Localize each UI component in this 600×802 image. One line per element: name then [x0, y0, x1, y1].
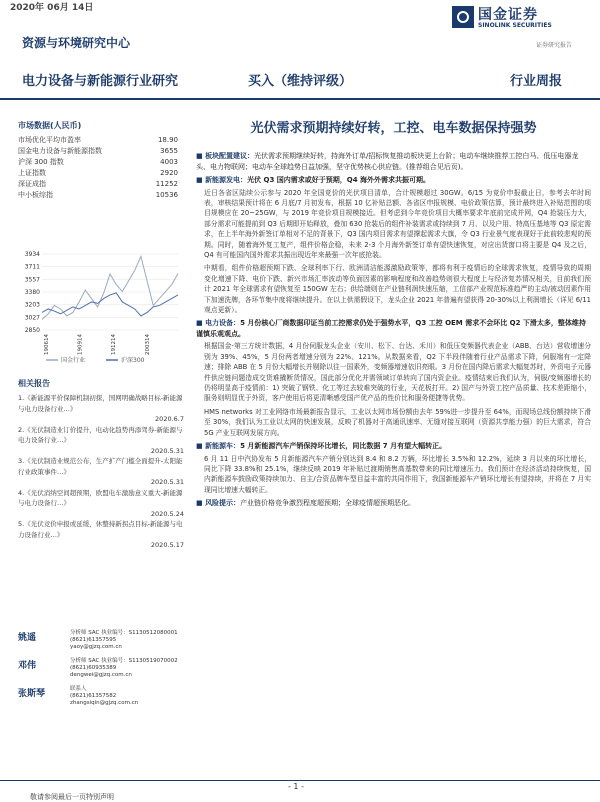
- market-row: [18, 168, 178, 179]
- y-tick-label: 3711: [24, 263, 40, 271]
- section-summary: 5 月份核心厂商数据印证当前工控需求仍处于强势水平，Q3 工控 OEM 需求不会环比 Q2 下滑太多，整体维持谨慎乐观观点。: [196, 319, 586, 338]
- analyst-contact-line: (8621)61357595: [70, 637, 117, 643]
- market-label: 市场优化平均市盈率: [18, 136, 81, 144]
- legend-label: 国金行业: [61, 357, 86, 364]
- section-lead: 电力设备：: [205, 319, 241, 328]
- related-report-date: 2020.5.24: [150, 509, 184, 518]
- related-report-date: 2020.5.31: [150, 446, 184, 455]
- analyst-contact-line: dengwei@gjzq.com.cn: [70, 672, 132, 678]
- section-heading: [196, 498, 591, 509]
- page-number: - 1 -: [288, 782, 304, 791]
- bullet-icon: ■: [196, 176, 206, 184]
- market-data: [18, 120, 178, 201]
- related-report-item[interactable]: [18, 488, 184, 520]
- x-tick-label: 190614: [44, 334, 50, 355]
- section-summary: 光伏 Q3 国内需求或好于预期，Q4 海外外需求共振可期。: [247, 176, 431, 184]
- analyst-name: 姚遥: [18, 633, 37, 643]
- analyst-contact: [70, 630, 178, 651]
- y-tick-label: 3557: [24, 276, 40, 284]
- footer-divider: [0, 780, 600, 781]
- related-report-item[interactable]: [18, 393, 184, 425]
- market-row: [18, 157, 178, 168]
- market-row: [18, 146, 178, 157]
- related-report-date: 2020.5.17: [150, 541, 184, 549]
- y-tick-label: 3027: [24, 314, 40, 322]
- logo-en: SINOLINK SECURITIES: [478, 22, 552, 29]
- market-value: 11252: [155, 180, 178, 188]
- analyst-contact: [70, 686, 138, 707]
- bullet-icon: ■: [196, 319, 206, 328]
- y-tick-label: 2850: [24, 327, 40, 334]
- logo-cn: 国金证券: [478, 7, 538, 23]
- series-line-0: [42, 256, 178, 319]
- market-value: 3655: [160, 147, 178, 155]
- section-lead: 新能源车：: [205, 442, 241, 451]
- industry-title: 电力设备与新能源行业研究: [22, 74, 179, 89]
- logo-tag: 证券研究报告: [536, 42, 573, 49]
- market-label: 深证成指: [18, 180, 46, 188]
- main-body: [196, 148, 591, 509]
- section-lead: 风险提示：: [205, 499, 241, 508]
- section-summary: 光伏需求预期继续好转，持海外订单/招标恢复推动板块更上台阶；电动车继续推荐工控白马、低压电器龙头、电力物联网；电动车全球趋势日益加强，坚守优势核心供应链。(推荐组合见后页)。: [196, 152, 579, 171]
- analyst-entry: [18, 630, 188, 651]
- bullet-icon: ■: [196, 499, 206, 508]
- analyst-contact-line: 联系人: [70, 686, 87, 692]
- analyst-contact-line: zhangsiqin@gjzq.com.cn: [70, 700, 139, 706]
- analyst-name: 邓伟: [18, 661, 37, 671]
- section-paragraph: HMS networks 对工业网络市场最新报告显示，工业以太网市场份额由去年 59%进一步提升至 64%，而现场总线份额持续下滑至 30%，我们认为工业以太网的快速发展，反映了机器对于高通讯速率、无缝对接互联网（资源共享能力强）的巨大需求，符合 5G 产业互联网发展方向。: [204, 407, 591, 437]
- analyst-entry: [18, 658, 188, 679]
- section-summary: 5 月新能源汽车产销保持环比增长，同比数据 7 月有望大幅转正。: [240, 442, 447, 451]
- market-data-title: 市场数据(人民币): [18, 121, 82, 130]
- x-tick-label: 191214: [111, 334, 118, 355]
- market-value: 4003: [160, 158, 178, 166]
- research-center: 资源与环境研究中心: [22, 36, 131, 50]
- section-paragraph: 近日各省区陆续公示参与 2020 年全国竞价的光伏项目清单，合计规模超过 30GW。6/15 为竞价申报截止日，参考去年时间表，审核结果预计将在 6 月底/7 月初发布，根据 10 亿补贴总额、各省区申报规模、电价政策估算，预计最终进入补贴范围的项目规模应在 20~25GW，与 2019 年竞价项目规模接近。但考虑到今年竞价项目大概率要求年底前完成并网，Q4 抢装压力大，部分需求可能提前到 Q3 后期即开始释放，叠加 630 抢装后的组件补装需求或持续到 7 月、以及户用、特高压基地等 Q3 原定需求，在上半年海外新签订单相对不足的背景下，Q3 国内项目需求有望撑起需求大旗，令 Q3 行业景气度表现好于此前较悲观的预期。同时，随着海外复工复产，组件价格企稳，未来 2-3 个月海外新签订单有望快速恢复，对应出货窗口将主要是 Q4 及之后，Q4 有可能国内国外需求共振出现近年来最强一次年底抢装。: [204, 188, 591, 259]
- related-report-item[interactable]: [18, 425, 184, 457]
- analyst-contact-line: yaoy@gjzq.com.cn: [70, 644, 122, 650]
- rating: 买入（维持评级）: [248, 74, 353, 89]
- related-report-text: 4.《光伏消纳空间超预期，欧盟电车激励意义重大-新能源与电力设备行…》: [18, 488, 183, 507]
- x-tick-label: 200314: [144, 334, 151, 355]
- section-summary: 产业链价格竞争激烈程度超预期；全球疫情超预期恶化。: [240, 499, 416, 508]
- series-line-1: [42, 293, 178, 316]
- section-paragraph: 根据国金-第三方统计数据，4 月份伺服龙头企业（安川、松下、台达、禾川）和低压变频器代表企业（ABB、台达）营收增速分别为 39%、45%，5 月份两者增速分别为 22%、121%。从数据来看，Q2 下半段伴随着行业产品需求下降，伺服端有一定降速；排除 ABB 在 5 月份大幅增长并剔除以往一国素外，变频器增速依旧亮眼。3 月份在国内降后需求大幅复苏时，外资电子元器件供应链问题造成交货难撬断货情况，国此部分优化并需领域订单转向了国内资企业。疫情结束后我们认为，伺服/变频器增长的仍将明显高于疫情前：1) 突破了钢铁、化工等过去较难突破的行业，天花板打开。2) 国产与外资工控产品质量、技术差距缩小，服务则明显优于外资，客户使用后将更清晰感受国产优产品的性价比和服务便捷等优势。: [204, 342, 591, 403]
- analyst-contact: [70, 658, 178, 679]
- main-title: 光伏需求预期持续好转，工控、电车数据保持强势: [250, 121, 537, 136]
- related-report-item[interactable]: [18, 456, 184, 488]
- section-paragraph: 6 月 11 日中汽协发布 5 月新能源汽车产销分别达到 8.4 和 8.2 万辆，环比增长 3.5%和 12.2%，延续 3 月以来的环比增长，同比下降 33.8%和 25.1%，继续反映 2019 年补贴过渡期销售高基数带来的同比增速压力。我们预计在经济活动持续恢复，国内新能源车鼓励政策持续加力、自主/合资品牌车型目益丰富的共同作用下，我国新能源车产销环比增长有望持续，并将在 7 月实现同比增速大幅转正。: [204, 454, 591, 494]
- y-tick-label: 3203: [24, 301, 40, 309]
- related-report-text: 1.《新能源平价保障机制初探，国网明确战略目标-新能源与电力设备行业…》: [18, 394, 183, 413]
- analyst-contact-line: 分析师 SAC 执业编号：S1130512080001: [70, 630, 178, 636]
- market-label: 上证指数: [18, 169, 46, 177]
- report-type: 行业周报: [510, 74, 563, 89]
- y-tick-label: 3934: [24, 251, 40, 258]
- analyst-entry: [18, 686, 188, 707]
- sinolink-logo-icon: [452, 6, 474, 28]
- header-divider: [0, 98, 600, 100]
- section-heading: [196, 441, 591, 452]
- related-reports: [18, 378, 184, 551]
- related-report-text: 5.《光伏竞价申报或延缓，休整持新拐点目标-新能源与电力设备行业…》: [18, 520, 183, 539]
- market-row: [18, 190, 178, 201]
- bullet-icon: ■: [196, 442, 206, 451]
- section-lead: 板块配置建议：: [205, 152, 255, 160]
- market-label: 中小板综指: [18, 191, 53, 199]
- related-report-date: 2020.6.7: [155, 415, 184, 423]
- analyst-contact-line: (8621)60935389: [70, 665, 117, 671]
- footer-note: 敬请参阅最后一页特别声明: [30, 793, 114, 801]
- related-report-text: 3.《光伏制造业规范公布，生产扩产门槛全面提升-太阳能行业政策事件…》: [18, 457, 183, 476]
- market-value: 2920: [160, 169, 178, 177]
- section-heading: [196, 318, 591, 339]
- analyst-name: 张斯琴: [18, 689, 46, 699]
- related-report-text: 2.《光伏制造业订价提升，电动化趋势再添驾券-新能源与电力设备行业…》: [18, 425, 183, 444]
- analyst-contact-line: 分析师 SAC 执业编号：S1130519070002: [70, 658, 178, 664]
- legend-label: 沪深300: [121, 357, 145, 364]
- y-tick-label: 3380: [24, 289, 40, 296]
- analyst-contact-line: (8621)61357582: [70, 693, 117, 699]
- related-reports-title: 相关报告: [18, 379, 50, 388]
- bullet-icon: ■: [196, 152, 206, 160]
- related-report-item[interactable]: [18, 519, 184, 551]
- section-lead: 新能源发电：: [205, 176, 248, 184]
- related-report-date: 2020.5.31: [150, 478, 184, 486]
- market-label: 沪深 300 指数: [18, 158, 64, 166]
- index-chart: [16, 250, 182, 370]
- market-value: 18.90: [157, 136, 178, 144]
- section-heading: [196, 151, 591, 172]
- analysts: [18, 630, 188, 714]
- x-tick-label: 190914: [77, 334, 84, 355]
- market-row: [18, 179, 178, 190]
- section-paragraph: 中期看，组件价格超预期下跌、全球利率下行、欧洲清洁能源激励政策等，都将有利于疫情后的全球需求恢复，疫情导致的周期变化增速下降、电价下跌、新兴市场汇率波动等负面因素的影响程度和改善趋势则很大程度上与经济复苏情况相关，目前我们预计 2021 年全球需求有望恢复至 150GW 左右；供给端则在产业链利润快速压缩，工信部产业规范标准趋严的主动/被动因素作用下加速洗牌，各环节集中度将继续提升。在以上供需假设下，龙头企业 2021 年普遍有望获得 20-30%以上利润增长（详见 6/11 观点更新）。: [204, 264, 591, 314]
- section-heading: [196, 175, 591, 186]
- market-value: 10536: [155, 191, 178, 199]
- market-row: [18, 135, 178, 146]
- report-date: 2020年 06月 14日: [10, 3, 94, 13]
- market-label: 国金电力设备与新能源指数: [18, 147, 102, 155]
